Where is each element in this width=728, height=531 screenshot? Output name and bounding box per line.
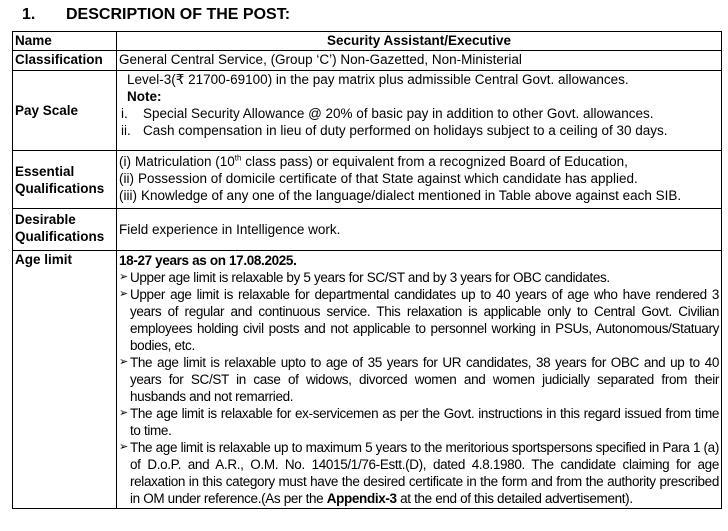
item-text: Matriculation (10th class pass) or equivalent from a recognized Board of Education, xyxy=(135,153,628,169)
age-bullet-text: The age limit is relaxable up to maximum 5 years to the meritorious sportspersons specified in Para 1 (a) of D.o.P. and A.R., O.M. No. 14015/1/76-Estt.(D), dated 4.8.1980. The candidate claiming for age relaxation in this category must have the desired certificate in the form and from the authority prescribed in OM under reference.(As per the Appendix-3 at the end of this detailed advertisement). xyxy=(130,440,719,506)
section-heading xyxy=(22,6,290,24)
desirable-label-line: Desirable xyxy=(15,212,76,227)
arrow-bullet-icon: ➢ xyxy=(119,356,128,368)
essential-item xyxy=(119,187,719,204)
pay-scale-cell xyxy=(117,71,722,151)
age-bullet xyxy=(119,286,719,354)
age-limit-heading: 18-27 years as on 17.08.2025. xyxy=(119,253,297,268)
name-label: Name xyxy=(13,32,117,51)
age-bullet-text: The age limit is relaxable for ex-servicemen as per the Govt. instructions in this regard issued from time to time. xyxy=(130,406,719,438)
row-name xyxy=(13,32,722,51)
age-bullet-text: The age limit is relaxable upto to age of 35 years for UR candidates, 38 years for OBC and up to 40 years for SC/ST in case of widows, divorced women and women judicially separated from their husbands and not remarried. xyxy=(130,355,719,404)
item-text: Possession of domicile certificate of that State against which candidate has applied. xyxy=(138,171,638,186)
note-text: Cash compensation in lieu of duty performed on holidays subject to a ceiling of 30 days. xyxy=(143,123,668,138)
desirable-qualifications-label xyxy=(13,209,117,251)
appendix-reference: Appendix-3 xyxy=(326,491,397,506)
row-essential-qualifications xyxy=(13,151,722,209)
desirable-qualifications-value: Field experience in Intelligence work. xyxy=(117,209,722,251)
pay-scale-note-label: Note: xyxy=(127,89,162,104)
classification-value: General Central Service, (Group ‘C’) Non-Gazetted, Non-Ministerial xyxy=(117,51,722,71)
pay-scale-label: Pay Scale xyxy=(13,71,117,151)
arrow-bullet-icon: ➢ xyxy=(119,407,128,419)
age-limit-cell xyxy=(117,251,722,509)
essential-qualifications-cell xyxy=(117,151,722,209)
note-marker: i. xyxy=(121,106,128,121)
item-marker: (iii) xyxy=(119,188,137,203)
essential-label-line: Essential xyxy=(15,163,75,179)
pay-scale-intro: Level-3(₹ 21700-69100) in the pay matrix plus admissible Central Govt. allowances. xyxy=(127,72,629,87)
age-limit-label: Age limit xyxy=(13,251,117,509)
age-bullet xyxy=(119,405,719,439)
section-number: 1. xyxy=(22,6,36,23)
arrow-bullet-icon: ➢ xyxy=(119,271,128,283)
item-marker: (ii) xyxy=(119,171,134,186)
age-bullet-text: Upper age limit is relaxable for departmental candidates up to 40 years of age who have rendered 3 years of regular and continuous service. This relaxation is applicable only to Central Govt. Civilian employees holding civil posts and not applicable to personnel working in PSUs, Autonomous/Statuary bodies, etc. xyxy=(130,287,719,353)
age-bullet xyxy=(119,439,719,507)
essential-item xyxy=(119,153,719,170)
classification-label: Classification xyxy=(13,51,117,71)
age-bullet xyxy=(119,269,719,286)
note-marker: ii. xyxy=(121,123,131,138)
arrow-bullet-icon: ➢ xyxy=(119,288,128,300)
post-description-table xyxy=(12,31,722,509)
row-classification xyxy=(13,51,722,71)
section-title: DESCRIPTION OF THE POST: xyxy=(66,6,291,23)
arrow-bullet-icon: ➢ xyxy=(119,441,128,453)
row-age-limit xyxy=(13,251,722,509)
pay-scale-note xyxy=(119,105,719,122)
age-bullet xyxy=(119,354,719,405)
essential-item xyxy=(119,170,719,187)
name-value: Security Assistant/Executive xyxy=(117,32,722,51)
row-pay-scale xyxy=(13,71,722,151)
desirable-label-line: Qualifications xyxy=(15,229,105,244)
essential-qualifications-label xyxy=(13,151,117,209)
age-bullet-text: Upper age limit is relaxable by 5 years for SC/ST and by 3 years for OBC candidates. xyxy=(130,270,610,285)
item-marker: (i) xyxy=(119,154,131,169)
row-desirable-qualifications xyxy=(13,209,722,251)
note-text: Special Security Allowance @ 20% of basic pay in addition to other Govt. allowances. xyxy=(143,106,654,121)
essential-label-line: Qualifications xyxy=(15,180,105,196)
pay-scale-note xyxy=(119,122,719,139)
item-text: Knowledge of any one of the language/dialect mentioned in Table above against each SIB. xyxy=(141,188,682,203)
